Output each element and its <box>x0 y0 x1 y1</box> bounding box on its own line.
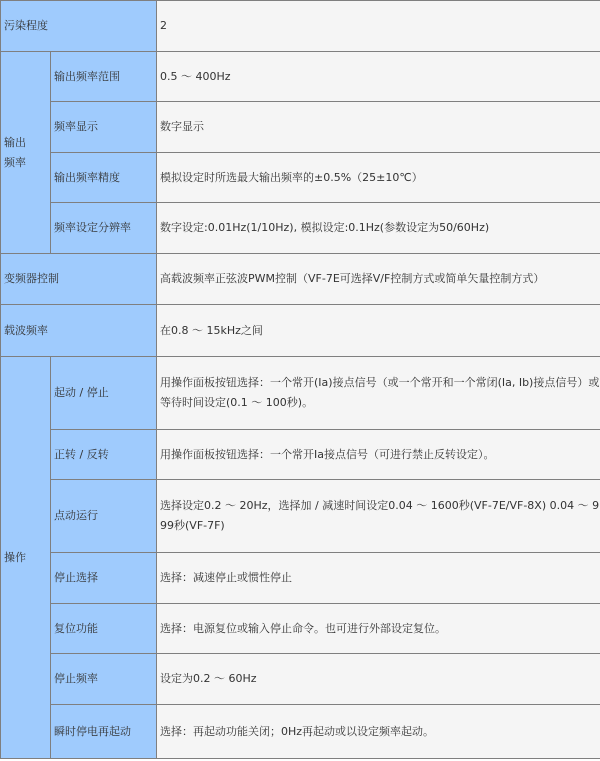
row-value: 选择：减速停止或惯性停止 <box>157 553 600 604</box>
row-value: 在0.8 ～ 15kHz之间 <box>157 305 600 357</box>
row-value: 用操作面板按钮选择：一个常开(Ia)接点信号（或一个常开和一个常闭(Ia, Ib)接点信号）或等待时间设定(0.1 ～ 100秒)。 <box>157 357 600 430</box>
table-row <box>1 1 600 52</box>
row-value: 高载波频率正弦波PWM控制（VF-7E可选择V/F控制方式或简单矢量控制方式） <box>157 254 600 305</box>
table-row <box>1 604 600 654</box>
table-row <box>1 430 600 480</box>
sub-label: 正转 / 反转 <box>51 430 157 480</box>
sub-label: 输出频率精度 <box>51 153 157 203</box>
sub-label: 停止频率 <box>51 654 157 705</box>
row-value: 选择：再起动功能关闭；0Hz再起动或以设定频率起动。 <box>157 705 600 759</box>
row-value: 数字设定:0.01Hz(1/10Hz), 模拟设定:0.1Hz(参数设定为50/60Hz) <box>157 203 600 254</box>
row-value: 选择设定0.2 ～ 20Hz，选择加 / 减速时间设定0.04 ～ 1600秒(VF-7E/VF-8X) 0.04 ～ 999秒(VF-7F) <box>157 480 600 553</box>
row-label: 变频器控制 <box>1 254 157 305</box>
row-label: 污染程度 <box>1 1 157 52</box>
table-row <box>1 153 600 203</box>
group-label: 操作 <box>1 357 51 759</box>
sub-label: 瞬时停电再起动 <box>51 705 157 759</box>
row-value: 设定为0.2 ～ 60Hz <box>157 654 600 705</box>
row-value: 模拟设定时所选最大输出频率的±0.5%（25±10℃） <box>157 153 600 203</box>
sub-label: 频率设定分辨率 <box>51 203 157 254</box>
table-row <box>1 305 600 357</box>
table-row <box>1 705 600 759</box>
row-value: 用操作面板按钮选择：一个常开Ia接点信号（可进行禁止反转设定）。 <box>157 430 600 480</box>
table-row <box>1 480 600 553</box>
row-value: 选择：电源复位或输入停止命令。也可进行外部设定复位。 <box>157 604 600 654</box>
row-value: 数字显示 <box>157 102 600 153</box>
table-row <box>1 553 600 604</box>
sub-label: 复位功能 <box>51 604 157 654</box>
row-value: 2 <box>157 1 600 52</box>
row-value: 0.5 ～ 400Hz <box>157 52 600 102</box>
table-row <box>1 203 600 254</box>
sub-label: 停止选择 <box>51 553 157 604</box>
row-label: 载波频率 <box>1 305 157 357</box>
table-row <box>1 102 600 153</box>
table-row <box>1 654 600 705</box>
table-row <box>1 52 600 102</box>
table-row <box>1 357 600 430</box>
sub-label: 起动 / 停止 <box>51 357 157 430</box>
table-row <box>1 254 600 305</box>
sub-label: 频率显示 <box>51 102 157 153</box>
sub-label: 输出频率范围 <box>51 52 157 102</box>
group-label: 输出 频率 <box>1 52 51 254</box>
sub-label: 点动运行 <box>51 480 157 553</box>
